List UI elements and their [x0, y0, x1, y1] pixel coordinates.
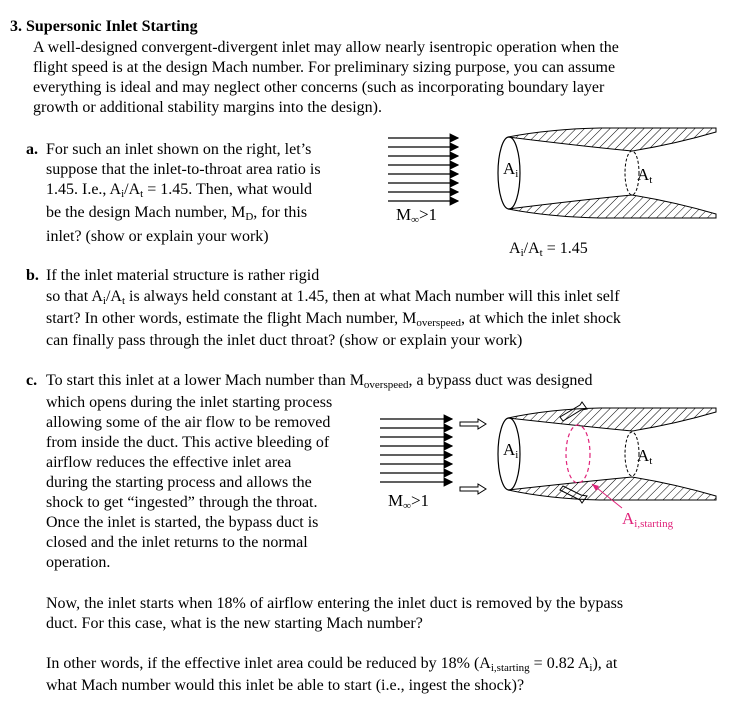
diagram2-inlet-label: $A_i$	[503, 440, 519, 461]
diagram1-throat-label: $A_t$	[637, 165, 653, 186]
part-c-para2-line-1: Now, the inlet starts when 18% of airflow entering the inlet duct is removed by the bypass	[46, 595, 624, 612]
part-a-label: a.	[26, 141, 38, 158]
upper-wall-2	[508, 408, 716, 431]
diagram2-starting-label: $A_{i,starting}$	[622, 509, 674, 530]
part-b-line-1: If the inlet material structure is rather rigid	[46, 267, 320, 284]
part-c-line-9: closed and the inlet returns to the normal	[46, 534, 308, 551]
lower-wall-2	[508, 477, 716, 500]
part-c-para3-line-1: In other words, if the effective inlet area could be reduced by 18% ($A_{i,starting} = 0.82$ $A_i$), at	[46, 655, 618, 674]
part-b-label: b.	[26, 267, 39, 284]
part-a-line-1: For such an inlet shown on the right, let’s	[46, 141, 312, 158]
bypass-arrows-2	[460, 402, 587, 503]
part-b-line-2: so that $A_i/A_t$ is always held constant at 1.45, then at what Mach number will this inlet self	[46, 288, 620, 307]
diagram1-caption: $A_i/A_t = 1.45$	[509, 240, 588, 259]
starting-area-ellipse	[566, 425, 590, 483]
intro-line-2: flight speed is at the design Mach number. For preliminary sizing purpose, you can assume	[33, 59, 616, 76]
part-c-para2-line-2: duct. For this case, what is the new starting Mach number?	[46, 615, 423, 632]
diagram1-inlet-label: $A_i$	[503, 159, 519, 180]
part-c-para3-line-2: what Mach number would this inlet be able to start (i.e., ingest the shock)?	[46, 677, 525, 694]
problem-title: 3. Supersonic Inlet Starting	[10, 18, 198, 35]
part-c-line-10: operation.	[46, 554, 111, 571]
diagram2-mach-label: $M_\infty>1$	[388, 491, 430, 512]
flow-arrows-2	[380, 419, 452, 482]
diagram2-throat-label: $A_t$	[637, 446, 653, 467]
part-c-label: c.	[26, 372, 38, 389]
part-c-line-7: shock to get “ingested” through the throat.	[46, 494, 318, 511]
upper-wall-1	[508, 128, 716, 151]
lower-wall-1	[508, 195, 716, 218]
part-c-line-6: during the starting process and allows the	[46, 474, 312, 491]
part-a-line-5: inlet? (show or explain your work)	[46, 228, 269, 245]
part-c-line-2: which opens during the inlet starting process	[46, 394, 333, 411]
starting-area-pointer	[592, 484, 622, 508]
intro-line-3: everything is ideal and may neglect other concerns (such as incorporating boundary layer	[33, 79, 605, 96]
part-c-line-3: allowing some of the air flow to be removed	[46, 414, 331, 431]
diagram1-mach-label: $M_\infty>1$	[396, 205, 438, 226]
part-a-line-4: be the design Mach number, $M_D$, for this	[46, 204, 308, 223]
part-a-line-3: 1.45. I.e., $A_i/A_t = 1.45$. Then, what would	[46, 181, 312, 200]
part-a-line-2: suppose that the inlet-to-throat area ratio is	[46, 161, 321, 178]
part-b-line-3: start? In other words, estimate the flight Mach number, $M_{overspeed}$, at which the inlet shock	[46, 310, 621, 329]
part-b-line-4: can finally pass through the inlet duct throat? (show or explain your work)	[46, 332, 523, 349]
part-c-line-4: from inside the duct. This active bleeding of	[46, 434, 330, 451]
part-c-line-8: Once the inlet is started, the bypass duct is	[46, 514, 319, 531]
flow-arrows-1	[388, 138, 458, 201]
part-c-line-5: airflow reduces the effective inlet area	[46, 454, 292, 471]
intro-line-4: growth or additional stability margins into the design).	[33, 99, 382, 116]
intro-line-1: A well-designed convergent-divergent inlet may allow nearly isentropic operation when the	[33, 39, 619, 56]
part-c-line-1: To start this inlet at a lower Mach number than $M_{overspeed}$, a bypass duct was designed	[46, 372, 593, 391]
